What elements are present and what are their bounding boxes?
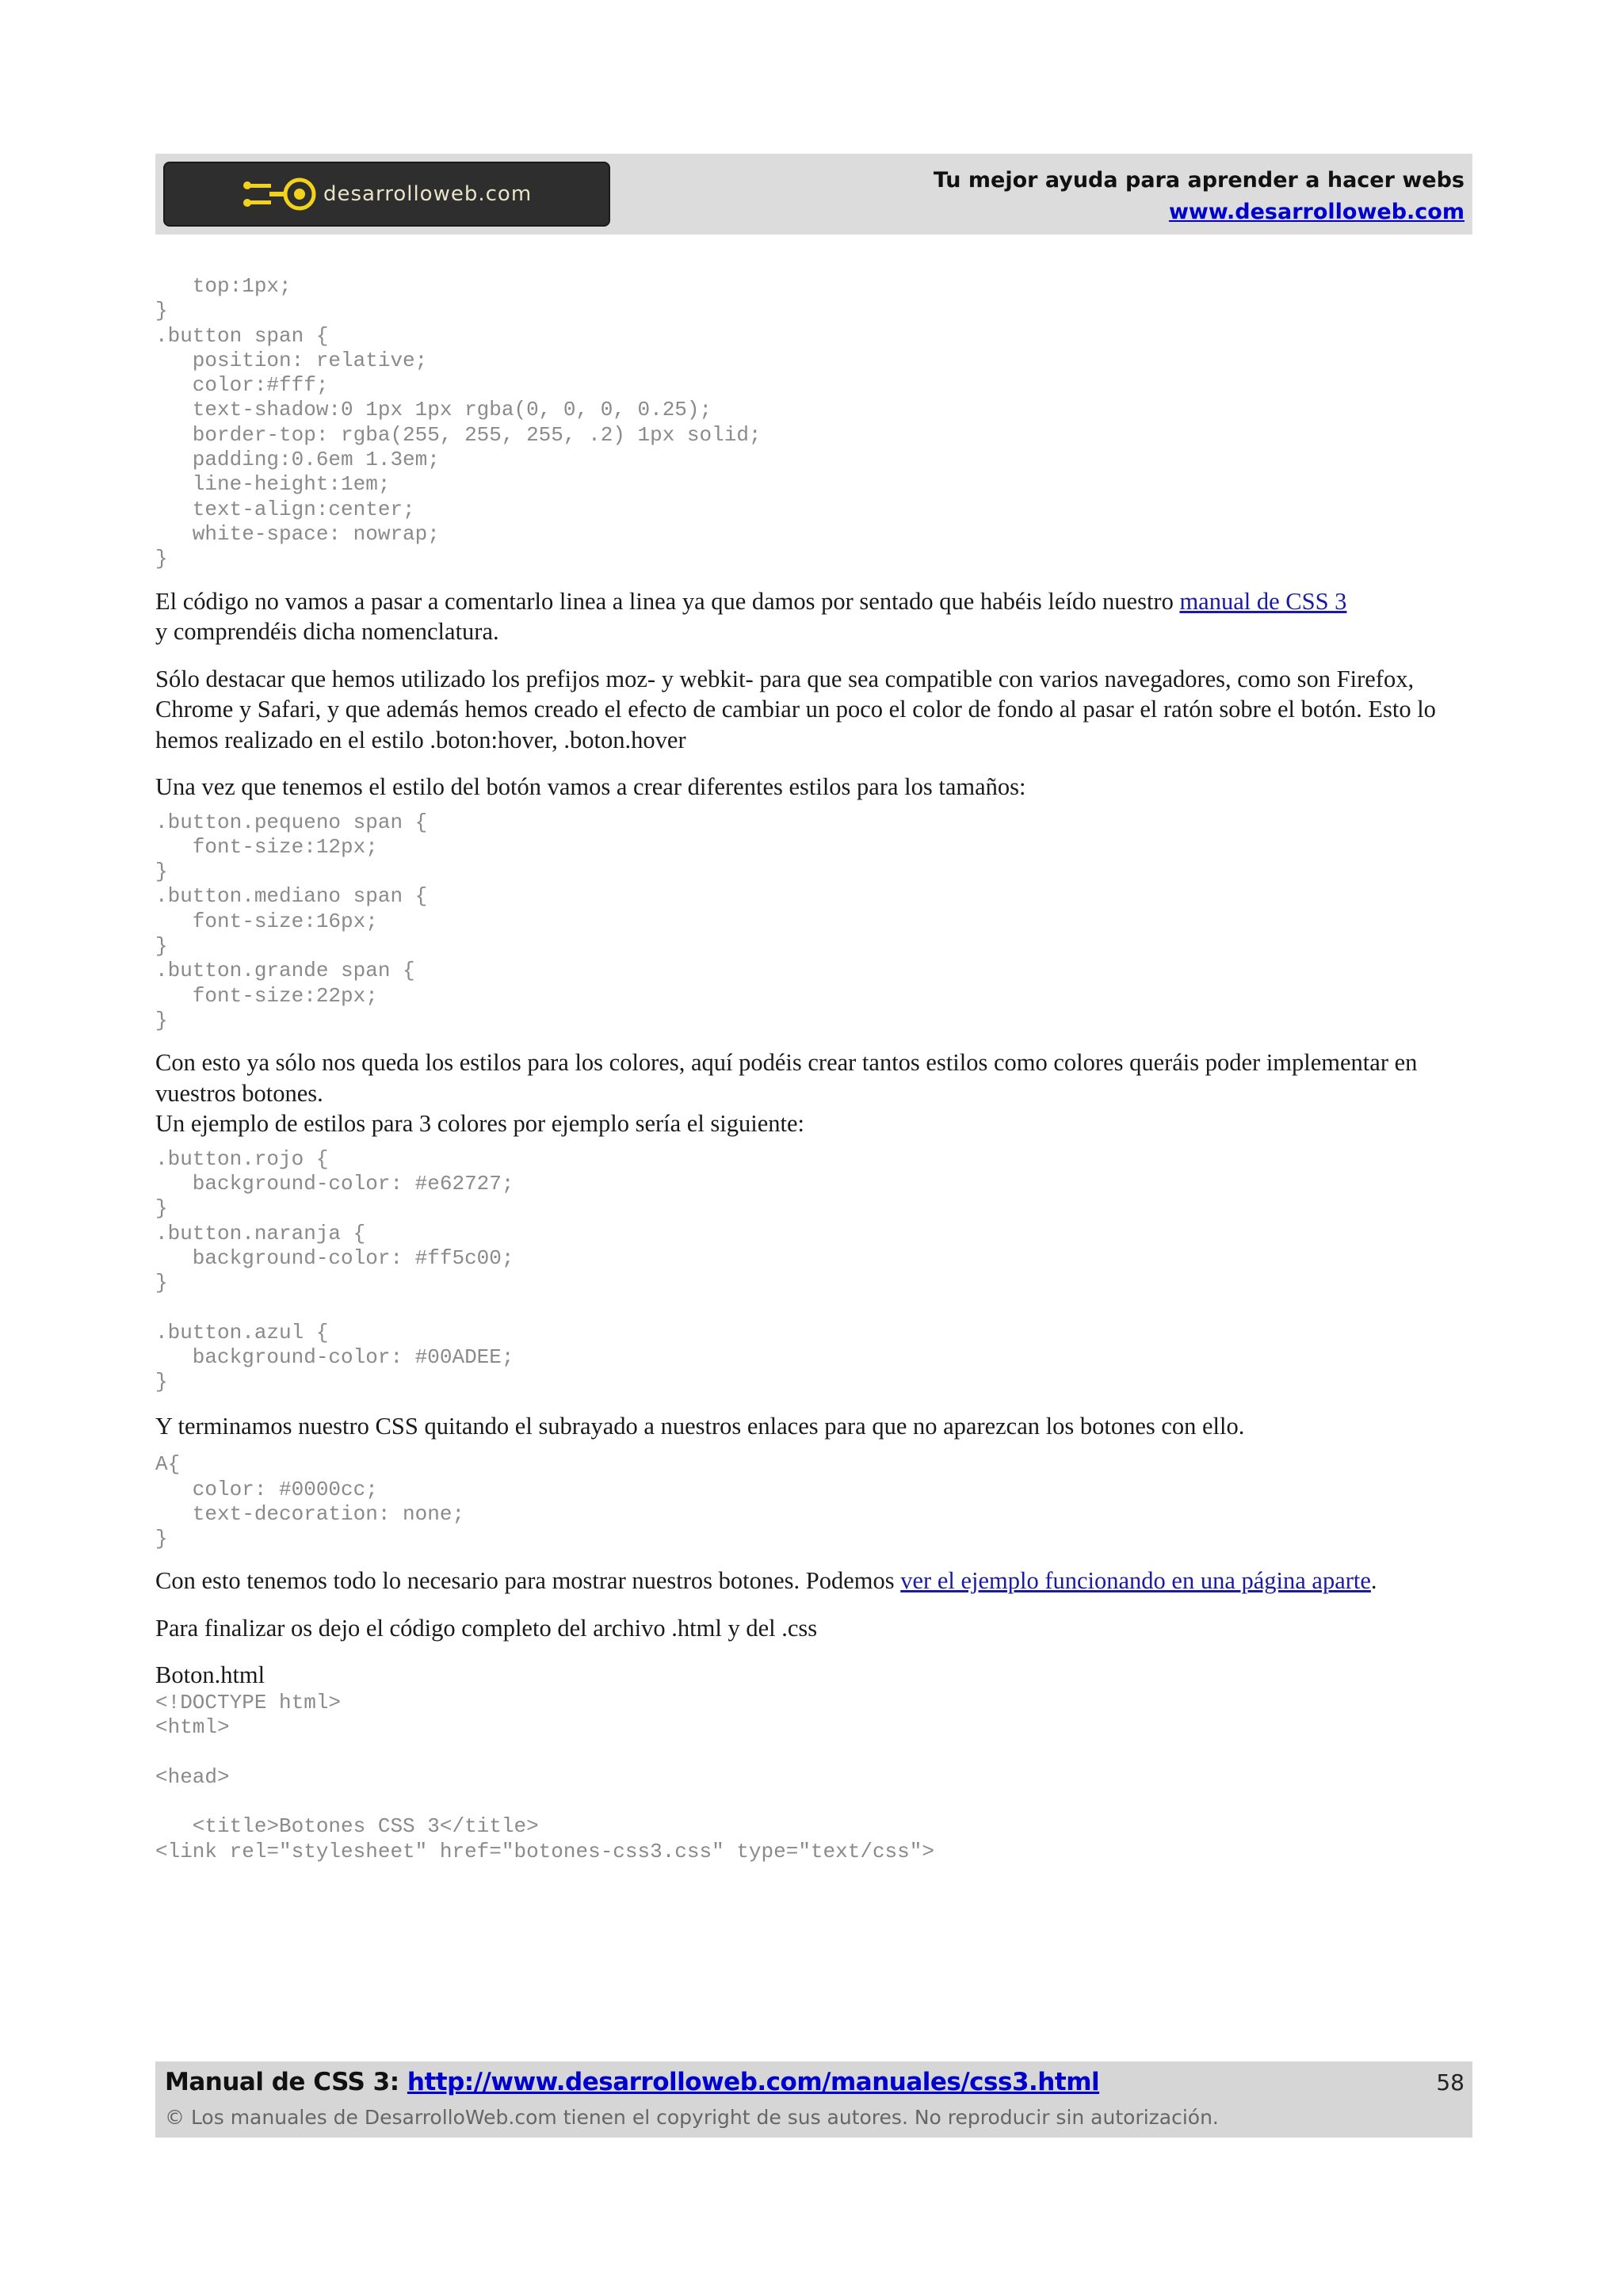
header-tagline xyxy=(934,165,1465,228)
code-block-sizes: .button.pequeno span { font-size:12px; } .button.mediano span { font-size:16px; } .button.grande span { font-size:22px; } xyxy=(155,810,428,1032)
paragraph-text: y comprendéis dicha nomenclatura. xyxy=(155,618,499,646)
code-block-html: <!DOCTYPE html> <html> <head> <title>Botones CSS 3</title> <link rel="stylesheet" href="botones-css3.css" type="text/css"> xyxy=(155,1690,934,1863)
footer-copyright: © Los manuales de DesarrolloWeb.com tienen el copyright de sus autores. No reproducir sin autorización. xyxy=(165,2106,1219,2129)
site-link[interactable]: www.desarrolloweb.com xyxy=(1168,200,1465,224)
code-block-button-span: top:1px; } .button span { position: relative; color:#fff; text-shadow:0 1px 1px rgba(0, 0, 0, 0.25); border-top: rgba(255, 255, 255, .2) 1px solid; padding:0.6em 1.3em; line-height:1em; text-align:center; white-space: nowrap; } xyxy=(155,274,762,571)
paragraph-links-intro: Y terminamos nuestro CSS quitando el subrayado a nuestros enlaces para que no aparezcan los botones con ello. xyxy=(155,1412,1245,1440)
paragraph-finalize: Para finalizar os dejo el código completo del archivo .html y del .css xyxy=(155,1614,818,1642)
logo-text: desarrolloweb.com xyxy=(323,182,533,206)
paragraph-text: Un ejemplo de estilos para 3 colores por ejemplo sería el siguiente: xyxy=(155,1110,805,1138)
paragraph-filename: Boton.html xyxy=(155,1661,265,1689)
page-content xyxy=(155,274,1472,1864)
paragraph-text: . xyxy=(1370,1567,1377,1595)
footer-title xyxy=(165,2068,1099,2096)
tagline-text: Tu mejor ayuda para aprender a hacer webs xyxy=(933,168,1465,193)
site-logo[interactable] xyxy=(163,162,610,227)
logo-mark-icon xyxy=(241,174,317,214)
paragraph-example xyxy=(155,1566,1472,1596)
paragraph-code-note xyxy=(155,586,1472,647)
page-number: 58 xyxy=(1436,2069,1465,2096)
footer-manual-link[interactable]: http://www.desarrolloweb.com/manuales/css3.html xyxy=(407,2068,1100,2096)
footer-title-text: Manual de CSS 3: xyxy=(165,2068,407,2096)
paragraph-text: Con esto ya sólo nos queda los estilos para los colores, aquí podéis crear tantos estilos como colores queráis poder implementar en vuestros botones. xyxy=(155,1049,1418,1107)
page-header xyxy=(155,154,1472,235)
paragraph-sizes-intro: Una vez que tenemos el estilo del botón vamos a crear diferentes estilos para los tamaños: xyxy=(155,773,1026,801)
paragraph-text: Con esto tenemos todo lo necesario para mostrar nuestros botones. Podemos xyxy=(155,1567,901,1595)
page-footer xyxy=(155,2061,1472,2138)
code-block-colors: .button.rojo { background-color: #e62727; } .button.naranja { background-color: #ff5c00; } .button.azul { background-color: #00ADEE; } xyxy=(155,1146,514,1394)
manual-css3-link[interactable]: manual de CSS 3 xyxy=(1179,587,1347,615)
paragraph-text: El código no vamos a pasar a comentarlo linea a linea ya que damos por sentado que habéis leído nuestro xyxy=(155,587,1180,615)
example-link[interactable]: ver el ejemplo funcionando en una página aparte xyxy=(900,1567,1371,1595)
paragraph-prefixes: Sólo destacar que hemos utilizado los prefijos moz- y webkit- para que sea compatible con varios navegadores, como son Firefox, Chrome y Safari, y que además hemos creado el efecto de cambiar un poco el color de fondo al pasar el ratón sobre el botón. Esto lo hemos realizado en el estilo .boton:hover, .boton.hover xyxy=(155,665,1436,753)
code-block-links: A{ color: #0000cc; text-decoration: none; } xyxy=(155,1452,465,1551)
paragraph-colors-intro xyxy=(155,1047,1472,1139)
